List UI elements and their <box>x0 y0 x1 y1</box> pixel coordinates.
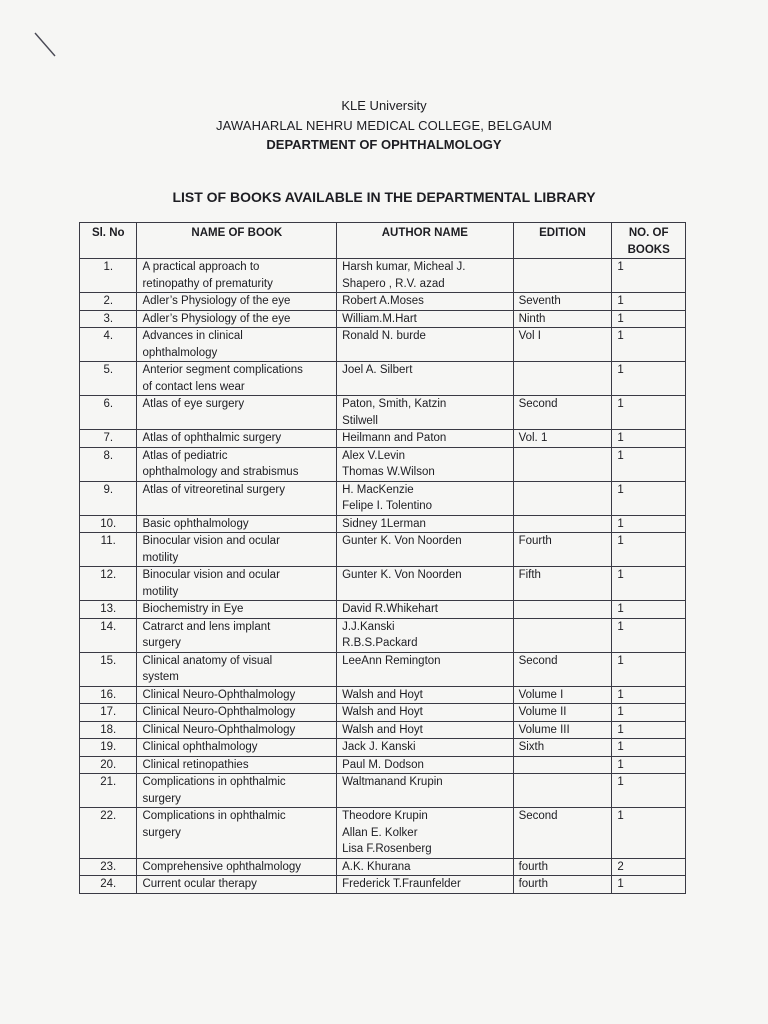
cell-author-name-line: Jack J. Kanski <box>342 741 416 753</box>
cell-edition <box>513 362 612 396</box>
cell-author-name-line: Shapero , R.V. azad <box>342 277 445 290</box>
list-title: LIST OF BOOKS AVAILABLE IN THE DEPARTMENTAL LIBRARY <box>172 189 596 205</box>
cell-book-name <box>137 858 337 876</box>
cell-author-name <box>337 618 513 652</box>
cell-book-name <box>137 739 337 757</box>
table-row <box>80 430 686 448</box>
cell-sl-no: 19. <box>80 739 137 757</box>
cell-no-of-books: 1 <box>612 362 686 396</box>
cell-edition: Vol I <box>513 328 612 362</box>
cell-edition: Seventh <box>513 293 612 311</box>
cell-book-name <box>137 515 337 533</box>
cell-book-name-line: A practical approach to <box>142 261 260 273</box>
cell-edition: Fifth <box>513 567 612 601</box>
cell-book-name <box>137 704 337 722</box>
cell-author-name-line: Paul M. Dodson <box>342 758 424 771</box>
cell-author-name-line: Ronald N. burde <box>342 330 426 342</box>
cell-sl-no: 1. <box>80 259 137 293</box>
cell-author-name <box>337 808 513 859</box>
table-row <box>80 618 686 652</box>
header-no-of-books-line: BOOKS <box>627 243 670 256</box>
books-table <box>79 222 686 894</box>
cell-no-of-books: 1 <box>612 515 686 533</box>
cell-author-name-line: LeeAnn Remington <box>342 654 441 667</box>
cell-sl-no: 15. <box>80 652 137 686</box>
cell-author-name <box>337 259 513 293</box>
cell-no-of-books: 1 <box>612 293 686 311</box>
cell-edition <box>513 618 612 652</box>
cell-no-of-books: 1 <box>612 686 686 704</box>
cell-no-of-books: 1 <box>612 533 686 567</box>
cell-edition <box>513 601 612 619</box>
cell-author-name <box>337 756 513 774</box>
cell-no-of-books: 1 <box>612 876 686 894</box>
cell-no-of-books: 1 <box>612 310 686 328</box>
cell-author-name-line: Joel A. Silbert <box>342 364 413 376</box>
cell-edition <box>513 447 612 481</box>
cell-book-name-line: motility <box>142 585 179 598</box>
cell-edition <box>513 259 612 293</box>
cell-author-name-line: J.J.Kanski <box>342 620 395 633</box>
cell-author-name-line: Gunter K. Von Noorden <box>342 535 462 547</box>
cell-author-name-line: H. MacKenzie <box>342 483 414 496</box>
cell-book-name <box>137 533 337 567</box>
table-row <box>80 721 686 739</box>
cell-author-name-line: David R.Whikehart <box>342 603 438 615</box>
cell-book-name-line: Binocular vision and ocular <box>142 535 280 547</box>
cell-sl-no: 21. <box>80 774 137 808</box>
university-name: KLE University <box>341 98 427 113</box>
cell-edition: Volume II <box>513 704 612 722</box>
cell-no-of-books: 1 <box>612 756 686 774</box>
cell-book-name <box>137 362 337 396</box>
cell-sl-no: 14. <box>80 618 137 652</box>
cell-book-name <box>137 481 337 515</box>
cell-edition: Second <box>513 396 612 430</box>
cell-sl-no: 20. <box>80 756 137 774</box>
header-edition: EDITION <box>513 223 612 259</box>
cell-no-of-books: 1 <box>612 396 686 430</box>
header-no-of-books-line: NO. OF <box>628 227 669 239</box>
table-row <box>80 808 686 859</box>
cell-author-name <box>337 362 513 396</box>
table-row <box>80 533 686 567</box>
table-row <box>80 739 686 757</box>
cell-book-name-line: Clinical retinopathies <box>142 758 249 771</box>
cell-author-name-line: Stilwell <box>342 414 378 427</box>
table-row <box>80 704 686 722</box>
cell-no-of-books: 1 <box>612 601 686 619</box>
cell-sl-no: 12. <box>80 567 137 601</box>
cell-author-name <box>337 721 513 739</box>
cell-no-of-books: 1 <box>612 447 686 481</box>
table-row <box>80 447 686 481</box>
cell-author-name <box>337 876 513 894</box>
cell-book-name-line: Biochemistry in Eye <box>142 603 244 615</box>
cell-sl-no: 6. <box>80 396 137 430</box>
cell-no-of-books: 1 <box>612 808 686 859</box>
cell-author-name-line: Paton, Smith, Katzin <box>342 398 447 410</box>
cell-book-name <box>137 328 337 362</box>
cell-author-name <box>337 739 513 757</box>
cell-author-name-line: Frederick T.Fraunfelder <box>342 878 461 890</box>
cell-no-of-books: 1 <box>612 739 686 757</box>
cell-author-name <box>337 601 513 619</box>
cell-sl-no: 17. <box>80 704 137 722</box>
table-row <box>80 601 686 619</box>
cell-book-name-line: Clinical Neuro-Ophthalmology <box>142 706 296 718</box>
cell-author-name <box>337 704 513 722</box>
cell-edition: Ninth <box>513 310 612 328</box>
table-row <box>80 876 686 894</box>
cell-sl-no: 24. <box>80 876 137 894</box>
cell-book-name <box>137 293 337 311</box>
table-row <box>80 686 686 704</box>
table-row <box>80 310 686 328</box>
cell-author-name <box>337 533 513 567</box>
cell-author-name <box>337 430 513 448</box>
cell-book-name-line: Adler’s Physiology of the eye <box>142 295 291 307</box>
table-row <box>80 652 686 686</box>
table-row <box>80 481 686 515</box>
cell-book-name-line: Clinical anatomy of visual <box>142 654 273 667</box>
cell-sl-no: 23. <box>80 858 137 876</box>
cell-book-name-line: ophthalmology and strabismus <box>142 466 299 478</box>
cell-book-name-line: Advances in clinical <box>142 330 243 342</box>
cell-book-name-line: Catrarct and lens implant <box>142 620 271 633</box>
cell-author-name-line: Robert A.Moses <box>342 295 424 307</box>
cell-author-name-line: William.M.Hart <box>342 312 417 325</box>
cell-author-name <box>337 447 513 481</box>
cell-author-name-line: Waltmanand Krupin <box>342 776 443 788</box>
header-no-of-books <box>612 223 686 259</box>
table-row <box>80 756 686 774</box>
cell-book-name-line: motility <box>142 551 179 564</box>
cell-author-name <box>337 481 513 515</box>
cell-author-name <box>337 567 513 601</box>
table-row <box>80 774 686 808</box>
cell-book-name-line: ophthalmology <box>142 346 218 359</box>
cell-sl-no: 8. <box>80 447 137 481</box>
cell-author-name <box>337 515 513 533</box>
cell-book-name-line: Atlas of pediatric <box>142 449 228 462</box>
cell-sl-no: 22. <box>80 808 137 859</box>
table-row <box>80 396 686 430</box>
college-name: JAWAHARLAL NEHRU MEDICAL COLLEGE, BELGAUM <box>216 118 552 133</box>
cell-no-of-books: 1 <box>612 652 686 686</box>
pen-stroke-mark <box>30 30 60 60</box>
cell-author-name-line: Sidney 1Lerman <box>342 517 426 530</box>
cell-book-name-line: Complications in ophthalmic <box>142 810 286 822</box>
cell-sl-no: 3. <box>80 310 137 328</box>
cell-edition <box>513 774 612 808</box>
cell-book-name <box>137 259 337 293</box>
cell-no-of-books: 1 <box>612 259 686 293</box>
cell-sl-no: 4. <box>80 328 137 362</box>
cell-book-name <box>137 618 337 652</box>
cell-edition: fourth <box>513 876 612 894</box>
cell-book-name <box>137 652 337 686</box>
cell-book-name <box>137 876 337 894</box>
cell-no-of-books: 1 <box>612 721 686 739</box>
cell-book-name <box>137 808 337 859</box>
cell-no-of-books: 1 <box>612 481 686 515</box>
table-row <box>80 515 686 533</box>
cell-author-name-line: Walsh and Hoyt <box>342 688 423 701</box>
cell-book-name <box>137 721 337 739</box>
cell-no-of-books: 1 <box>612 328 686 362</box>
cell-author-name <box>337 396 513 430</box>
cell-sl-no: 5. <box>80 362 137 396</box>
cell-edition: Vol. 1 <box>513 430 612 448</box>
cell-book-name-line: Atlas of eye surgery <box>142 398 245 410</box>
cell-book-name-line: Clinical Neuro-Ophthalmology <box>142 723 296 736</box>
cell-sl-no: 2. <box>80 293 137 311</box>
cell-book-name-line: Complications in ophthalmic <box>142 776 286 788</box>
header-author-name: AUTHOR NAME <box>337 223 513 259</box>
cell-no-of-books: 1 <box>612 704 686 722</box>
cell-edition: Volume I <box>513 686 612 704</box>
cell-author-name-line: Theodore Krupin <box>342 810 428 822</box>
cell-author-name-line: R.B.S.Packard <box>342 637 418 649</box>
header-sl-no: Sl. No <box>80 223 137 259</box>
cell-book-name <box>137 396 337 430</box>
cell-book-name-line: surgery <box>142 792 181 805</box>
cell-no-of-books: 1 <box>612 430 686 448</box>
cell-edition: Sixth <box>513 739 612 757</box>
cell-book-name-line: Anterior segment complications <box>142 364 303 376</box>
cell-book-name-line: Clinical Neuro-Ophthalmology <box>142 688 296 701</box>
table-header-row <box>80 223 686 259</box>
cell-author-name <box>337 774 513 808</box>
cell-author-name-line: Allan E. Kolker <box>342 826 418 839</box>
cell-sl-no: 7. <box>80 430 137 448</box>
cell-book-name <box>137 447 337 481</box>
cell-author-name <box>337 652 513 686</box>
table-row <box>80 567 686 601</box>
cell-edition <box>513 481 612 515</box>
cell-author-name-line: Harsh kumar, Micheal J. <box>342 261 466 273</box>
cell-author-name <box>337 686 513 704</box>
cell-book-name-line: Atlas of vitreoretinal surgery <box>142 483 286 496</box>
cell-no-of-books: 2 <box>612 858 686 876</box>
cell-author-name-line: Walsh and Hoyt <box>342 723 423 736</box>
cell-book-name <box>137 774 337 808</box>
cell-edition: Volume III <box>513 721 612 739</box>
table-row <box>80 293 686 311</box>
cell-book-name <box>137 430 337 448</box>
cell-book-name <box>137 686 337 704</box>
cell-no-of-books: 1 <box>612 567 686 601</box>
cell-book-name-line: surgery <box>142 826 181 839</box>
cell-edition <box>513 515 612 533</box>
cell-author-name-line: Felipe I. Tolentino <box>342 500 433 512</box>
cell-edition: Second <box>513 652 612 686</box>
table-row <box>80 858 686 876</box>
cell-author-name <box>337 293 513 311</box>
cell-author-name-line: Thomas W.Wilson <box>342 466 435 478</box>
cell-author-name-line: Walsh and Hoyt <box>342 706 423 718</box>
header-book-name: NAME OF BOOK <box>137 223 337 259</box>
cell-book-name-line: surgery <box>142 637 181 649</box>
cell-sl-no: 9. <box>80 481 137 515</box>
cell-author-name-line: Heilmann and Paton <box>342 432 447 444</box>
table-row <box>80 259 686 293</box>
cell-edition: fourth <box>513 858 612 876</box>
cell-book-name-line: Clinical ophthalmology <box>142 741 258 753</box>
cell-author-name <box>337 310 513 328</box>
cell-book-name <box>137 310 337 328</box>
cell-book-name-line: Comprehensive ophthalmology <box>142 860 302 873</box>
cell-author-name-line: Gunter K. Von Noorden <box>342 569 462 581</box>
cell-edition: Second <box>513 808 612 859</box>
cell-book-name <box>137 756 337 774</box>
cell-author-name-line: Alex V.Levin <box>342 449 405 462</box>
cell-edition: Fourth <box>513 533 612 567</box>
table-row <box>80 362 686 396</box>
cell-no-of-books: 1 <box>612 774 686 808</box>
cell-book-name-line: Basic ophthalmology <box>142 517 249 530</box>
cell-book-name-line: system <box>142 671 179 683</box>
table-row <box>80 328 686 362</box>
cell-book-name-line: of contact lens wear <box>142 380 245 393</box>
cell-sl-no: 18. <box>80 721 137 739</box>
cell-book-name-line: Binocular vision and ocular <box>142 569 280 581</box>
cell-sl-no: 11. <box>80 533 137 567</box>
cell-sl-no: 13. <box>80 601 137 619</box>
cell-author-name-line: Lisa F.Rosenberg <box>342 843 432 855</box>
cell-book-name <box>137 567 337 601</box>
department-name: DEPARTMENT OF OPHTHALMOLOGY <box>266 137 502 152</box>
cell-book-name-line: retinopathy of prematurity <box>142 277 273 290</box>
cell-book-name-line: Current ocular therapy <box>142 878 257 890</box>
cell-sl-no: 10. <box>80 515 137 533</box>
cell-book-name <box>137 601 337 619</box>
cell-book-name-line: Adler’s Physiology of the eye <box>142 312 291 325</box>
cell-no-of-books: 1 <box>612 618 686 652</box>
cell-author-name <box>337 328 513 362</box>
cell-sl-no: 16. <box>80 686 137 704</box>
cell-author-name <box>337 858 513 876</box>
cell-edition <box>513 756 612 774</box>
cell-author-name-line: A.K. Khurana <box>342 860 411 873</box>
cell-book-name-line: Atlas of ophthalmic surgery <box>142 432 282 444</box>
